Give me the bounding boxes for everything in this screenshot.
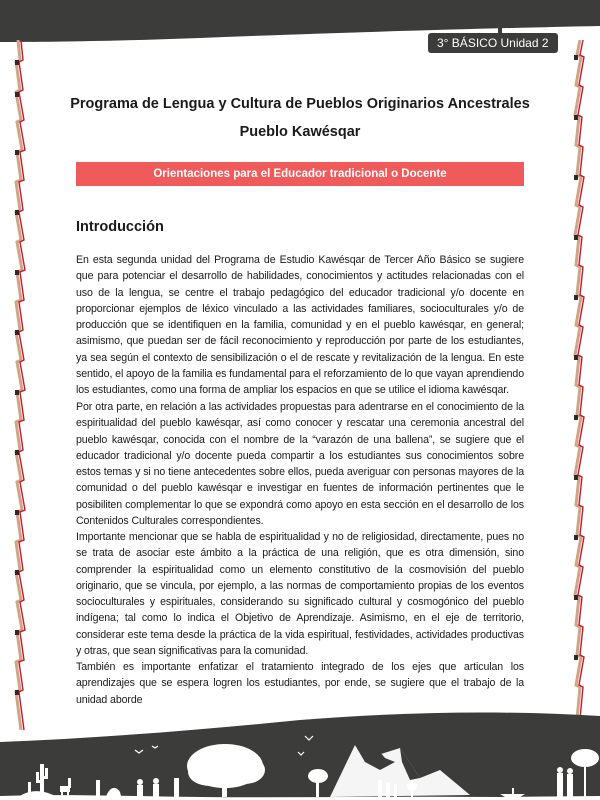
right-zigzag-border [564,40,594,730]
paragraph-3: Importante mencionar que se habla de espiritualidad y no de religiosidad, directamente, pues no se trata de asociar este ámbito a la práctica de una religión, que es otra dimensión, sino comprender la espiritualidad como un elemento constitutivo de la cosmovisión del pueblo originario, que se vincula, por ejemplo, a las normas de comportamiento propias de los eventos socioculturales y espirituales, considerando su significado cultural y cosmogónico del pueblo indígena; tal como lo indica el Objetivo de Aprendizaje. Asimismo, en el eje de territorio, considerar este tema desde la práctica de la vida espiritual, festividades, actividades productivas y otras, que sean significativas para la comunidad. [76,531,524,658]
footer-landscape [0,700,600,800]
section-heading: Introducción [76,219,164,235]
paragraph-1: En esta segunda unidad del Programa de Estudio Kawésqar de Tercer Año Básico se sugiere que para potenciar el desarrollo de habilidades, conocimientos y actitudes relacionadas con el uso de la lengua, se centre el trabajo pedagógico del educador tradicional y/o docente en proporcionar ejemplos de léxico vinculado a las actividades familiares, socioculturales y/o de producción que se identifiquen en la familia, comunidad y en el pueblo kawésqar, en general; asimismo, que puedan ser de fácil reconocimiento y reproducción por parte de los estudiantes, ya sea según el contexto de sensibilización o el de rescate y revitalización de la lengua. En este sentido, el apoyo de la familia es fundamental para el reforzamiento de lo que vayan aprendiendo los estudiantes, como una forma de ampliar los espacios en que se utilice el idioma kawésqar. [76,254,524,397]
paragraph-2: Por otra parte, en relación a las actividades propuestas para adentrarse en el conocimiento de la espiritualidad del pueblo kawésqar, así como conocer y rescatar una ceremonia ancestral del pueblo kawésqar, conocida con el nombre de la “varazón de una ballena”, se sugiere que el educador tradicional y/o docente pueda compartir a los estudiantes sus conocimientos sobre estos temas y si no tiene antecedentes sobre ellos, pueda averiguar con personas mayores de la comunidad o del pueblo kawésqar e investigar en fuentes de información pertinentes que le posibiliten complementar lo que se expondrá como apoyo en esta sección en el desarrollo de los Contenidos Culturales correspondientes. [76,401,524,528]
people-title: Pueblo Kawésqar [239,124,361,140]
left-zigzag-border [4,40,34,730]
program-title: Programa de Lengua y Cultura de Pueblos Originarios Ancestrales [70,96,530,112]
orientation-banner: Orientaciones para el Educador tradicional o Docente [76,162,524,186]
unit-badge: 3° BÁSICO Unidad 2 [428,33,558,53]
paragraph-4: También es importante enfatizar el tratamiento integrado de los ejes que articulan los aprendizajes que se espera logren los estudiantes, por ende, se sugiere que el trabajo de la unidad aborde [76,661,524,706]
